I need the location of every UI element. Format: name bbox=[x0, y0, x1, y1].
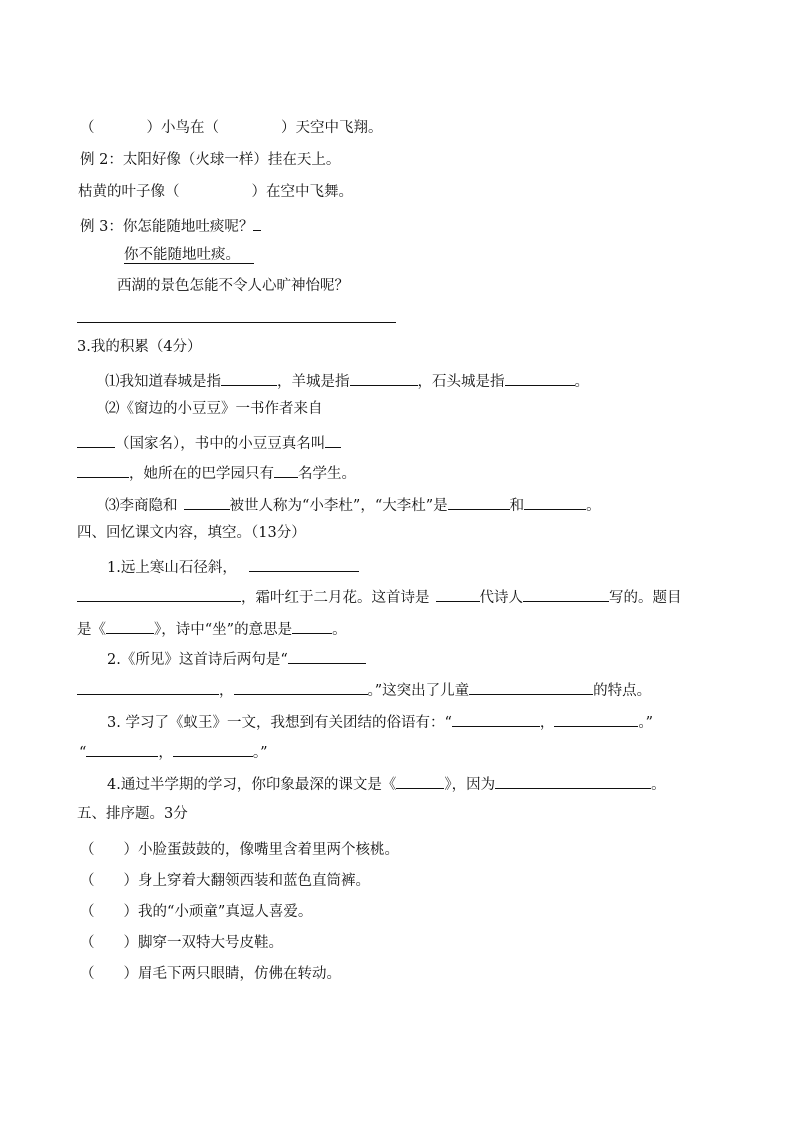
suojian-line-4-blank[interactable] bbox=[234, 678, 368, 695]
yangcheng-blank[interactable] bbox=[350, 369, 418, 386]
q3-item3: ⑶李商隐和 被世人称为“小李杜”，“大李杜”是 和 。 bbox=[105, 493, 601, 516]
proverb-blank-4[interactable] bbox=[173, 740, 253, 757]
sort-item: （ ）我的“小顽童”真逗人喜爱。 bbox=[80, 904, 313, 920]
dumu-blank[interactable] bbox=[184, 493, 230, 510]
q3-item2-cont2: ，她所在的巴学园只有 名学生。 bbox=[77, 461, 356, 484]
sort-item: （ ）眉毛下两只眼睛，仿佛在转动。 bbox=[80, 966, 341, 982]
poet-blank[interactable] bbox=[523, 585, 609, 602]
sort-item: （ ）身上穿着大翻领西装和蓝色直筒裤。 bbox=[80, 873, 370, 889]
title-blank[interactable] bbox=[106, 617, 154, 634]
chuncheng-blank[interactable] bbox=[221, 369, 277, 386]
proverb-blank-1[interactable] bbox=[452, 710, 540, 727]
example-3-answer: 你不能随地吐痰。 bbox=[124, 245, 254, 265]
real-name-blank-2[interactable] bbox=[77, 461, 129, 478]
dufu-blank[interactable] bbox=[524, 493, 586, 510]
sort-item: （ ）脚穿一双特大号皮鞋。 bbox=[80, 935, 283, 951]
answer-line[interactable] bbox=[77, 322, 396, 323]
order-bracket[interactable]: （ ） bbox=[80, 966, 138, 982]
q3-item2: ⑵《窗边的小豆豆》一书作者来自 bbox=[105, 401, 323, 417]
order-bracket[interactable]: （ ） bbox=[80, 842, 138, 858]
suojian-blank[interactable] bbox=[288, 647, 366, 664]
q3-item2-cont: （国家名），书中的小豆豆真名叫 bbox=[77, 431, 341, 454]
section-4-title: 四、回忆课文内容，填空。（13分） bbox=[77, 525, 306, 541]
shitoucheng-blank[interactable] bbox=[505, 369, 575, 386]
dynasty-blank[interactable] bbox=[436, 585, 480, 602]
poem-line-blank-2[interactable] bbox=[77, 585, 241, 602]
poem-line-blank[interactable] bbox=[249, 555, 359, 572]
suojian-line-3-blank[interactable] bbox=[77, 678, 219, 695]
reason-blank[interactable] bbox=[495, 772, 651, 789]
favorite-text-blank[interactable] bbox=[396, 772, 444, 789]
proverb-blank-3[interactable] bbox=[86, 740, 158, 757]
westlake-question: 西湖的景色怎能不令人心旷神怡呢？ bbox=[117, 278, 349, 294]
sec4-q3-cont: “ ， 。” bbox=[79, 740, 268, 763]
leaves-line: 枯黄的叶子像（ ）在空中飞舞。 bbox=[78, 184, 353, 200]
example-2: 例 2：太阳好像（火球一样）挂在天上。 bbox=[80, 152, 341, 168]
order-bracket[interactable]: （ ） bbox=[80, 935, 138, 951]
sec4-q1-cont: ，霜叶红于二月花。这首诗是 代诗人 写的。题目 bbox=[77, 585, 682, 608]
order-bracket[interactable]: （ ） bbox=[80, 873, 138, 889]
q3-item1: ⑴我知道春城是指 ，羊城是指 ，石头城是指 。 bbox=[105, 369, 589, 392]
sec4-q1-cont2: 是《 》，诗中“坐”的意思是 。 bbox=[77, 617, 347, 640]
proverb-blank-2[interactable] bbox=[554, 710, 638, 727]
sec4-q3: 3. 学习了《蚁王》一文，我想到有关团结的俗语有：“ ， 。” bbox=[107, 710, 653, 733]
children-trait-blank[interactable] bbox=[469, 678, 593, 695]
birds-line: （ ）小鸟在（ ）天空中飞翔。 bbox=[80, 120, 383, 136]
country-blank[interactable] bbox=[77, 431, 115, 448]
sec4-q1: 1.远上寒山石径斜， bbox=[107, 555, 359, 578]
libai-blank[interactable] bbox=[448, 493, 510, 510]
students-count-blank[interactable] bbox=[274, 461, 298, 478]
sec4-q2-cont: ， 。”这突出了儿童 的特点。 bbox=[77, 678, 651, 701]
meaning-blank[interactable] bbox=[292, 617, 332, 634]
sort-item: （ ）小脸蛋鼓鼓的，像嘴里含着里两个核桃。 bbox=[80, 842, 399, 858]
q3-title: 3.我的积累（4分） bbox=[77, 339, 202, 355]
order-bracket[interactable]: （ ） bbox=[80, 904, 138, 920]
real-name-blank[interactable] bbox=[325, 431, 341, 448]
answer-blank[interactable] bbox=[253, 214, 261, 231]
example-3-question: 例 3：你怎能随地吐痰呢？ bbox=[80, 214, 261, 237]
sec4-q2: 2.《所见》这首诗后两句是“ bbox=[107, 647, 366, 670]
sec4-q4: 4.通过半学期的学习，你印象最深的课文是《 》，因为 。 bbox=[107, 772, 666, 795]
section-5-title: 五、排序题。3分 bbox=[77, 806, 188, 822]
